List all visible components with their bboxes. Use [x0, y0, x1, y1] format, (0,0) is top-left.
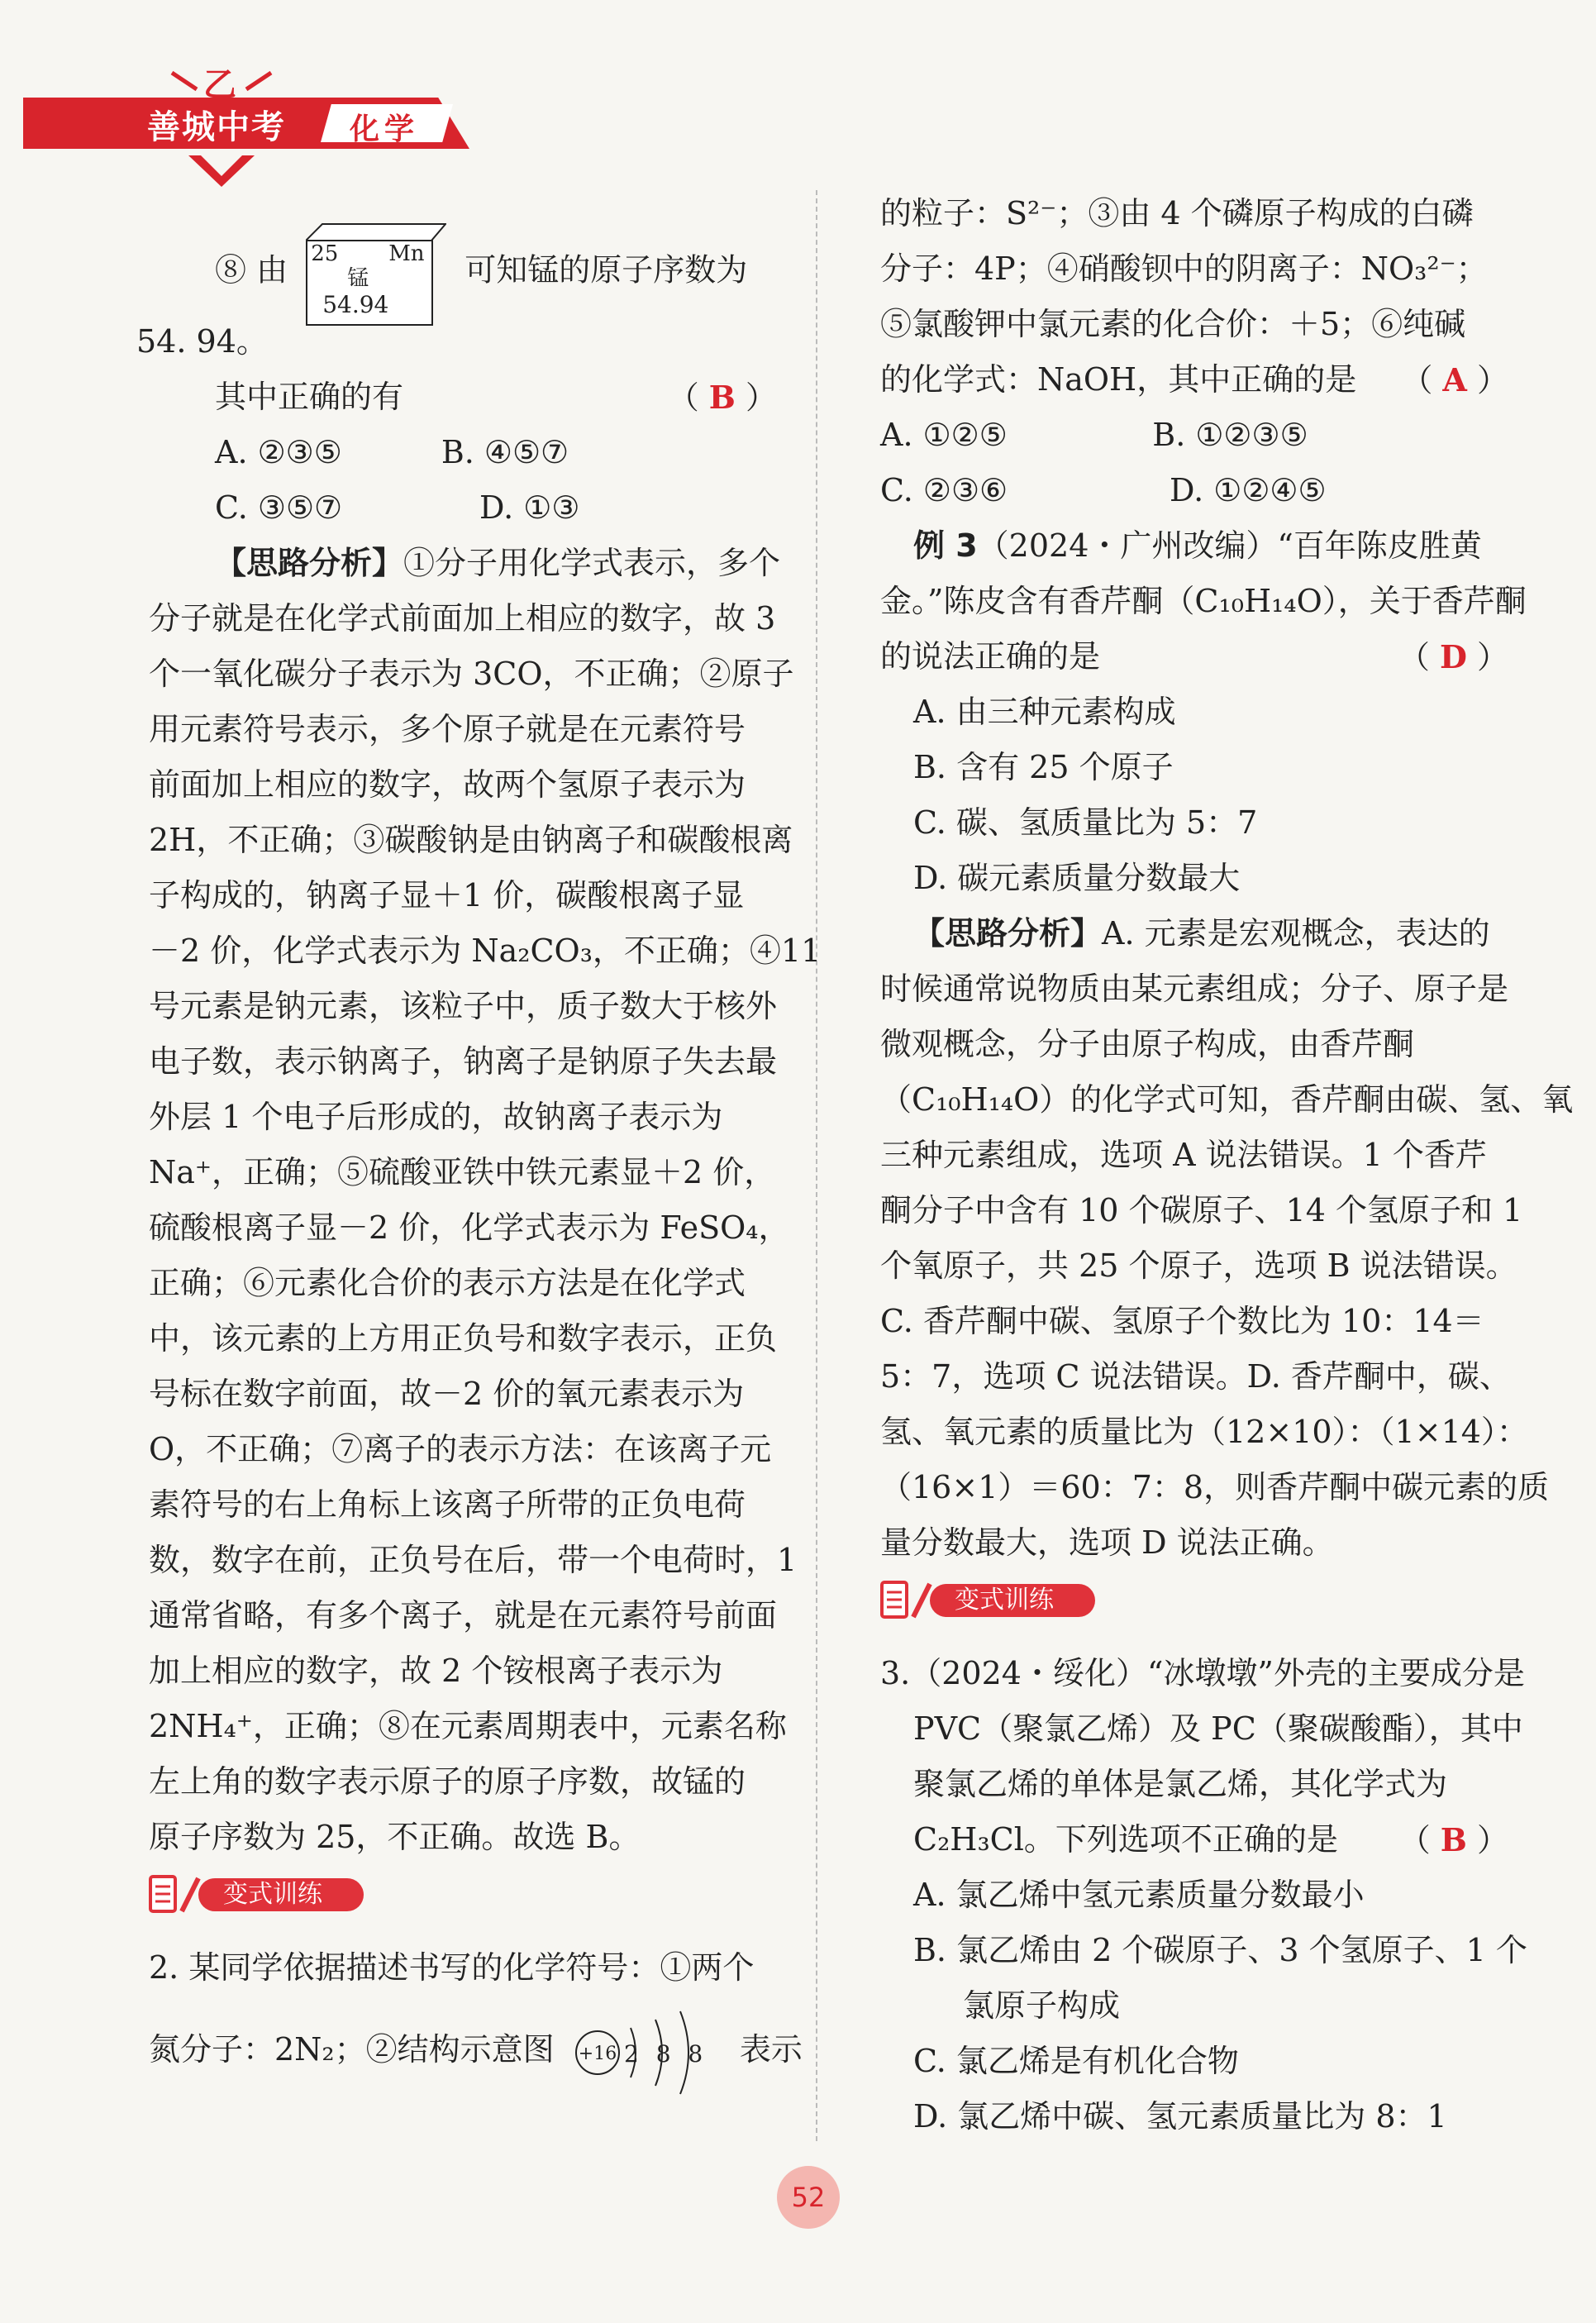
statement-suffix: 可知锰的原子序数为: [465, 251, 748, 289]
question-3-line: 聚氯乙烯的单体是氯乙烯，其化学式为: [913, 1766, 1448, 1802]
mn-statement: [149, 223, 777, 318]
analysis-line: （16×1）＝60：7：8，则香芹酮中碳元素的质: [880, 1469, 1550, 1505]
page-number: 52: [777, 2166, 840, 2229]
analysis-line: 子构成的，钠离子显＋1 价，碳酸根离子显: [149, 877, 745, 913]
right-column: [880, 186, 1574, 2144]
analysis-line: C. 香芹酮中碳、氢原子个数比为 10：14＝: [880, 1303, 1484, 1339]
answer-bracket: （ B ）: [1398, 1821, 1508, 1858]
option-d: D. ①②④⑤: [1170, 472, 1327, 508]
element-name: 锰: [347, 266, 369, 291]
element-box-mn: [306, 223, 446, 322]
option-c: C. ②③⑥: [880, 472, 1008, 508]
question-3-line: PVC（聚氯乙烯）及 PC（聚碳酸酯），其中: [913, 1710, 1523, 1747]
answer: D: [1439, 638, 1467, 675]
atom-structure-icon: [565, 2007, 730, 2098]
example-3-first-line: 例 3（2024・广州改编）“百年陈皮胜黄: [913, 527, 1482, 564]
example-3-last-line: 的说法正确的是 （ D ）: [880, 629, 1508, 684]
example-label: 例 3: [913, 527, 978, 564]
analysis-line: 中，该元素的上方用正负号和数字表示，正负: [149, 1320, 778, 1357]
analysis-line: 氢、氧元素的质量比为（12×10）：（1×14）：: [880, 1414, 1528, 1450]
answer: B: [1440, 1821, 1467, 1858]
atom-structure-diagram: [565, 2007, 730, 2098]
analysis-line: 微观概念，分子由原子构成，由香芹酮: [880, 1026, 1415, 1062]
option-b: B. 含有 25 个原子: [913, 749, 1174, 785]
option-a: A. ②③⑤: [215, 434, 342, 470]
option-b-continued: 氯原子构成: [963, 1987, 1121, 2024]
column-divider: [816, 190, 817, 2141]
option-b: B. ④⑤⑦: [441, 434, 569, 470]
analysis-line: O，不正确；⑦离子的表示方法：在该离子元: [149, 1431, 772, 1467]
analysis-line: 硫酸根离子显－2 价，化学式表示为 FeSO₄，: [149, 1209, 790, 1246]
analysis-line: 用元素符号表示，多个原子就是在元素符号: [149, 711, 746, 747]
example-3-line: 金。”陈皮含有香芹酮（C₁₀H₁₄O），关于香芹酮: [880, 583, 1527, 619]
analysis-first-line: 【思路分析】A. 元素是宏观概念，表达的: [913, 915, 1490, 952]
option-a: A. ①②⑤: [880, 417, 1008, 453]
analysis-line: 外层 1 个电子后形成的，故钠离子表示为: [149, 1099, 723, 1135]
options-row-1: [880, 408, 1401, 463]
options-row-1: [149, 425, 668, 480]
analysis-line: 量分数最大，选项 D 说法正确。: [880, 1524, 1334, 1561]
options-row-2: [880, 463, 1508, 518]
answer-bracket: （ B ）: [667, 379, 777, 416]
analysis-line: 数，数字在前，正负号在后，带一个电荷时，1: [149, 1542, 798, 1578]
analysis-line: 前面加上相应的数字，故两个氢原子表示为: [149, 766, 746, 803]
option-d: D. 碳元素质量分数最大: [913, 860, 1241, 896]
subject-label: 化学: [350, 112, 420, 146]
left-column: [136, 223, 822, 2103]
options-row-2: [149, 480, 777, 536]
question-2-continued: ⑤氯酸钾中氯元素的化合价：＋5；⑥纯碱: [880, 306, 1466, 342]
question-2-continued: 的粒子：S²⁻；③由 4 个磷原子构成的白磷: [880, 195, 1474, 231]
option-b: B. 氯乙烯由 2 个碳原子、3 个氢原子、1 个: [913, 1932, 1527, 1968]
analysis-label: 【思路分析】: [215, 545, 404, 581]
badge-label: 变式训练: [955, 1586, 1054, 1615]
analysis-label: 【思路分析】: [913, 915, 1103, 952]
atomic-mass: 54.94: [322, 291, 389, 318]
svg-text:乙: 乙: [203, 66, 236, 104]
question-3-line: 3.（2024・绥化）“冰墩墩”外壳的主要成分是: [880, 1655, 1525, 1691]
question-2-last-line: 的化学式：NaOH，其中正确的是 （ A ）: [880, 352, 1508, 408]
nucleus-charge: +16: [578, 2043, 617, 2064]
element-box-top: [306, 223, 446, 241]
atomic-number: 25: [311, 241, 339, 266]
analysis-line: 号标在数字前面，故－2 价的氧元素表示为: [149, 1376, 745, 1412]
option-d: D. ①③: [479, 489, 580, 526]
statement-prefix: ⑧ 由: [215, 251, 288, 289]
analysis-line: 5：7，选项 C 说法错误。D. 香芹酮中，碳、: [880, 1358, 1511, 1395]
option-c: C. ③⑤⑦: [215, 489, 343, 526]
analysis-line: 2H，不正确；③碳酸钠是由钠离子和碳酸根离: [149, 822, 793, 858]
question-tail: 其中正确的有 （ B ）: [149, 370, 777, 425]
question-2-continued: 分子：4P；④硝酸钡中的阴离子：NO₃²⁻；: [880, 250, 1488, 287]
analysis-line: 正确；⑥元素化合价的表示方法是在化学式: [149, 1265, 746, 1301]
statement-end: 54. 94。: [136, 323, 268, 360]
element-symbol: Mn: [388, 241, 425, 266]
variant-training-badge: [880, 1579, 1103, 1620]
analysis-line: 电子数，表示钠离子，钠离子是钠原子失去最: [149, 1043, 778, 1080]
analysis-line: 2NH₄⁺，正确；⑧在元素周期表中，元素名称: [149, 1708, 787, 1744]
analysis-first-line: 【思路分析】①分子用化学式表示，多个: [215, 545, 781, 581]
question-2-line: 2. 某同学依据描述书写的化学符号：①两个: [149, 1949, 755, 1986]
badge-label: 变式训练: [223, 1880, 322, 1909]
analysis-line: 个一氧化碳分子表示为 3CO，不正确；②原子: [149, 656, 794, 692]
answer: B: [708, 379, 736, 416]
answer: A: [1442, 361, 1467, 398]
analysis-line: 号元素是钠元素，该粒子中，质子数大于核外: [149, 988, 778, 1024]
analysis-line: 通常省略，有多个离子，就是在元素符号前面: [149, 1597, 778, 1634]
analysis-line: －2 价，化学式表示为 Na₂CO₃，不正确；④11: [149, 933, 822, 969]
answer-bracket: （ D ）: [1398, 638, 1508, 675]
analysis-line: 分子就是在化学式前面加上相应的数字，故 3: [149, 600, 776, 637]
question-2-atom-line: 氮分子：2N₂；②结构示意图 +16 2 8 8 表示: [149, 1996, 777, 2103]
question-3-last-line: C₂H₃Cl。下列选项不正确的是 （ B ）: [880, 1812, 1508, 1867]
brand-title: 善城中考: [147, 108, 286, 146]
analysis-line: 加上相应的数字，故 2 个铵根离子表示为: [149, 1653, 723, 1689]
analysis-line: 左上角的数字表示原子的原子序数，故锰的: [149, 1763, 746, 1800]
option-b: B. ①②③⑤: [1152, 417, 1308, 453]
analysis-line: 素符号的右上角标上该离子所带的正负电荷: [149, 1486, 746, 1523]
option-a: A. 氯乙烯中氢元素质量分数最小: [913, 1877, 1365, 1913]
option-c: C. 碳、氢质量比为 5：7: [913, 804, 1258, 841]
option-d: D. 氯乙烯中碳、氢元素质量比为 8：1: [913, 2098, 1447, 2135]
analysis-line: 酮分子中含有 10 个碳原子、14 个氢原子和 1: [880, 1192, 1523, 1228]
page-header: [23, 64, 486, 188]
variant-training-badge: [149, 1873, 372, 1915]
analysis-line: 个氧原子，共 25 个原子，选项 B 说法错误。: [880, 1247, 1517, 1284]
option-a: A. 由三种元素构成: [913, 694, 1176, 730]
analysis-line: Na⁺，正确；⑤硫酸亚铁中铁元素显＋2 价，: [149, 1154, 776, 1190]
option-c: C. 氯乙烯是有机化合物: [913, 2043, 1239, 2079]
analysis-line: 原子序数为 25，不正确。故选 B。: [149, 1819, 641, 1855]
electron-shells: 2 8 8: [623, 2039, 708, 2068]
answer-bracket: （ A ）: [1401, 361, 1508, 398]
analysis-line: （C₁₀H₁₄O）的化学式可知，香芹酮由碳、氢、氧: [880, 1081, 1574, 1118]
analysis-line: 时候通常说物质由某元素组成；分子、原子是: [880, 971, 1509, 1007]
analysis-line: 三种元素组成，选项 A 说法错误。1 个香芹: [880, 1137, 1487, 1173]
